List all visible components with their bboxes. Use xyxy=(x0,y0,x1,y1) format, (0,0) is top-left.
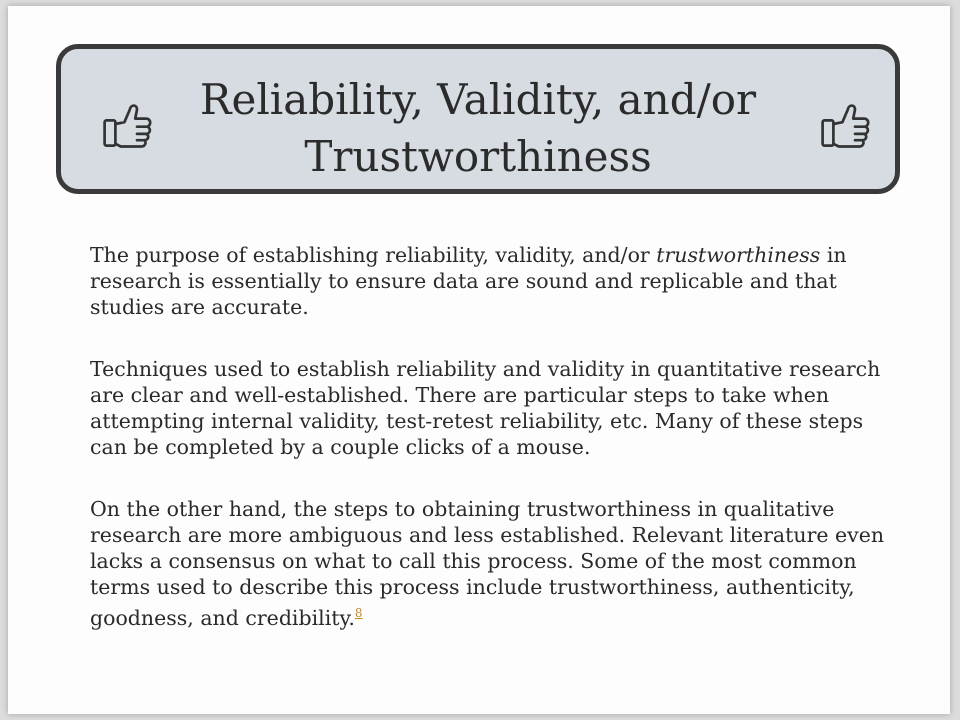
slide-body xyxy=(90,242,890,667)
paragraph-purpose xyxy=(90,242,890,320)
slide xyxy=(8,6,950,714)
paragraph-qualitative-text: On the other hand, the steps to obtaining trustworthiness in qualitative research are more ambiguous and less established. Relevant literature even lacks a consensus on what to call this process. Some of the most common terms used to describe this process include trustworthiness, authenticity, goodness, and credibility. xyxy=(90,497,885,630)
paragraph-quantitative: Techniques used to establish reliability and validity in quantitative research are clear and well-established. There are particular steps to take when attempting internal validity, test-retest reliability, etc. Many of these steps can be completed by a couple clicks of a mouse. xyxy=(90,357,881,459)
paragraph-purpose-start: The purpose of establishing reliability, validity, and/or xyxy=(90,243,657,267)
slide-title: Reliability, Validity, and/or Trustworthiness xyxy=(199,75,757,181)
paragraph-qualitative xyxy=(90,496,890,631)
title-box xyxy=(56,44,900,194)
paragraph-purpose-end: in research is essentially to ensure data are sound and replicable and that studies are accurate. xyxy=(90,243,847,319)
thumbs-up-icon xyxy=(819,97,873,151)
thumbs-up-icon xyxy=(101,97,155,151)
reference-link[interactable]: 8 xyxy=(354,606,363,620)
trustworthiness-emphasis: trustworthiness xyxy=(656,243,821,267)
